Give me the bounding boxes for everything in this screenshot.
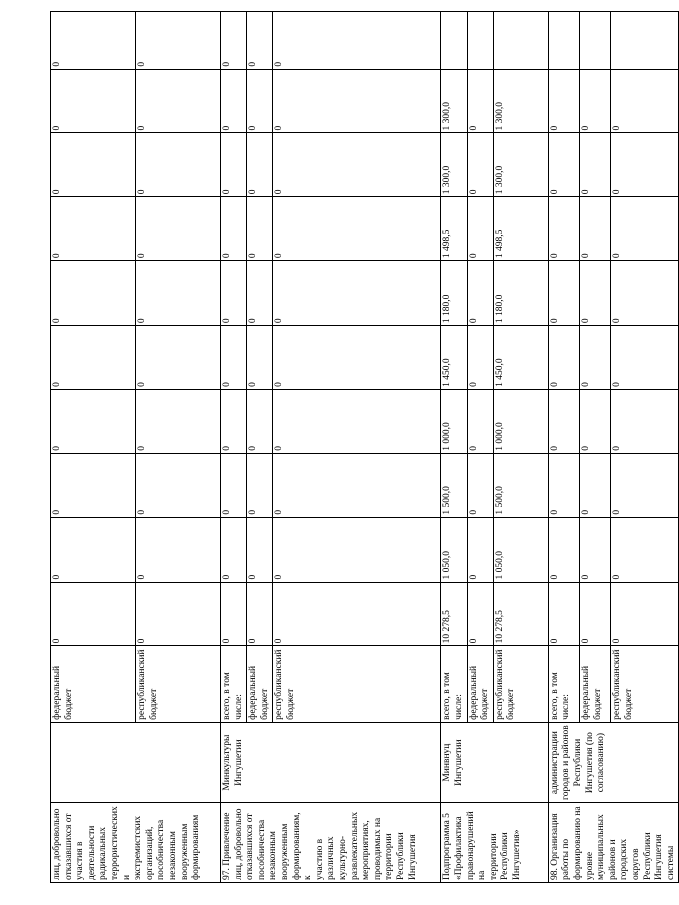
activity-line: 98. Организация bbox=[549, 813, 560, 880]
activity-line: Ингушетия системы bbox=[654, 834, 676, 880]
activity-line: формированиям, к bbox=[291, 812, 314, 880]
amount-cell: 0 bbox=[467, 326, 493, 390]
table-row bbox=[441, 12, 467, 883]
amount-cell: 0 bbox=[273, 261, 441, 326]
amount-cell: 1 050,0 bbox=[441, 517, 467, 582]
amount-cell: 0 bbox=[136, 133, 221, 197]
funding-source-cell: всего, в том числе: bbox=[441, 646, 467, 722]
amount-cell: 1 050,0 bbox=[493, 517, 548, 582]
amount-cell: 0 bbox=[273, 326, 441, 390]
amount-cell: 0 bbox=[580, 389, 611, 453]
amount-cell: 0 bbox=[548, 69, 579, 133]
amount-cell: 1 450,0 bbox=[493, 326, 548, 390]
activity-line: правонарушений на bbox=[465, 811, 488, 880]
amount-cell: 0 bbox=[611, 69, 679, 133]
activity-line: Республики bbox=[642, 832, 653, 880]
activity-line: Ингушетия» bbox=[511, 829, 522, 880]
amount-cell: 0 bbox=[548, 326, 579, 390]
activity-line: формированию на bbox=[572, 806, 583, 880]
amount-cell: 0 bbox=[51, 517, 136, 582]
amount-cell bbox=[467, 12, 493, 70]
activity-line: вооруженным bbox=[179, 823, 190, 880]
activity-line: лиц, добровольно bbox=[52, 808, 62, 880]
amount-cell bbox=[580, 12, 611, 70]
amount-cell: 0 bbox=[548, 453, 579, 517]
amount-cell: 0 bbox=[136, 261, 221, 326]
amount-cell: 0 bbox=[580, 453, 611, 517]
amount-cell: 0 bbox=[136, 69, 221, 133]
amount-cell: 0 bbox=[611, 582, 679, 646]
amount-cell bbox=[441, 12, 467, 70]
amount-cell: 0 bbox=[548, 261, 579, 326]
executor-cell: Минвнуц Ингушетии bbox=[441, 722, 548, 803]
amount-cell: 0 bbox=[247, 261, 273, 326]
amount-cell bbox=[493, 12, 548, 70]
amount-cell: 0 bbox=[221, 69, 247, 133]
amount-cell: 0 bbox=[51, 197, 136, 261]
amount-cell: 0 bbox=[247, 517, 273, 582]
amount-cell: 0 bbox=[51, 326, 136, 390]
amount-cell: 0 bbox=[247, 389, 273, 453]
activity-line: участию в bbox=[314, 838, 325, 880]
amount-cell: 0 bbox=[548, 517, 579, 582]
amount-cell: 0 bbox=[51, 133, 136, 197]
amount-cell: 0 bbox=[136, 582, 221, 646]
funding-source-cell: республиканский бюджет bbox=[611, 646, 679, 722]
amount-cell: 0 bbox=[247, 326, 273, 390]
amount-cell bbox=[548, 12, 579, 70]
amount-cell: 0 bbox=[273, 12, 441, 70]
amount-cell: 0 bbox=[580, 197, 611, 261]
amount-cell: 0 bbox=[273, 197, 441, 261]
amount-cell: 1 300,0 bbox=[493, 133, 548, 197]
executor-cell bbox=[51, 722, 221, 803]
activity-line: вооруженным bbox=[279, 823, 290, 880]
activity-line: 97. Привлечение bbox=[222, 812, 232, 880]
amount-cell: 0 bbox=[221, 517, 247, 582]
activity-line: муниципальных bbox=[596, 814, 607, 880]
activity-line: Ингушетия bbox=[407, 834, 418, 880]
amount-cell: 0 bbox=[467, 517, 493, 582]
amount-cell: 0 bbox=[221, 261, 247, 326]
activity-line: террористических и bbox=[109, 806, 132, 880]
amount-cell: 0 bbox=[467, 133, 493, 197]
amount-cell: 0 bbox=[221, 197, 247, 261]
amount-cell: 0 bbox=[611, 197, 679, 261]
table-row bbox=[221, 12, 247, 883]
amount-cell: 1 000,0 bbox=[493, 389, 548, 453]
amount-cell: 0 bbox=[611, 389, 679, 453]
table-row bbox=[51, 12, 136, 883]
funding-source-cell: федеральный бюджет bbox=[467, 646, 493, 722]
amount-cell: 0 bbox=[51, 69, 136, 133]
activity-line: территории bbox=[384, 833, 395, 880]
amount-cell: 0 bbox=[247, 197, 273, 261]
amount-cell: 0 bbox=[467, 389, 493, 453]
amount-cell: 0 bbox=[247, 69, 273, 133]
amount-cell: 0 bbox=[611, 517, 679, 582]
activity-line: незаконным bbox=[167, 831, 178, 880]
activity-line: организаций, bbox=[144, 826, 155, 880]
activity-line: Республики bbox=[500, 832, 511, 880]
amount-cell: 0 bbox=[548, 389, 579, 453]
amount-cell: 1 180,0 bbox=[441, 261, 467, 326]
amount-cell: 1 500,0 bbox=[493, 453, 548, 517]
program-funding-table bbox=[50, 11, 679, 883]
activity-cell bbox=[51, 803, 221, 883]
amount-cell: 0 bbox=[51, 261, 136, 326]
amount-cell: 0 bbox=[273, 582, 441, 646]
activity-line: незаконным bbox=[268, 831, 279, 880]
amount-cell: 0 bbox=[221, 389, 247, 453]
activity-line: территории bbox=[488, 833, 499, 880]
amount-cell: 0 bbox=[247, 453, 273, 517]
amount-cell: 0 bbox=[467, 453, 493, 517]
executor-cell: администрации городов и районов Республики Ингушетия (по согласованию) bbox=[548, 722, 679, 803]
amount-cell: 0 bbox=[611, 133, 679, 197]
activity-line: городских округов bbox=[619, 838, 641, 880]
funding-source-cell: федеральный бюджет bbox=[247, 646, 273, 722]
amount-cell: 0 bbox=[273, 389, 441, 453]
activity-line: отказавшихся от bbox=[245, 813, 256, 880]
activity-line: радикальных bbox=[98, 827, 109, 880]
amount-cell: 0 bbox=[273, 69, 441, 133]
activity-line: районов и bbox=[607, 839, 618, 880]
table-row bbox=[548, 12, 579, 883]
amount-cell: 0 bbox=[580, 517, 611, 582]
activity-line: Республики bbox=[395, 832, 406, 880]
funding-source-cell: всего, в том числе: bbox=[548, 646, 579, 722]
amount-cell: 0 bbox=[51, 389, 136, 453]
activity-line: проводимых на bbox=[372, 817, 383, 880]
amount-cell: 1 498,5 bbox=[493, 197, 548, 261]
amount-cell: 0 bbox=[51, 453, 136, 517]
amount-cell: 0 bbox=[136, 517, 221, 582]
amount-cell: 0 bbox=[136, 453, 221, 517]
funding-source-cell: федеральный бюджет bbox=[51, 646, 136, 722]
amount-cell: 0 bbox=[247, 133, 273, 197]
amount-cell: 0 bbox=[221, 133, 247, 197]
activity-line: экстремистских bbox=[133, 815, 144, 880]
amount-cell: 0 bbox=[273, 453, 441, 517]
amount-cell: 0 bbox=[548, 582, 579, 646]
amount-cell: 1 300,0 bbox=[493, 69, 548, 133]
amount-cell: 0 bbox=[548, 133, 579, 197]
amount-cell: 10 278,5 bbox=[441, 582, 467, 646]
activity-cell bbox=[441, 803, 548, 883]
activity-line: различных bbox=[326, 836, 337, 880]
funding-source-cell: федеральный бюджет bbox=[580, 646, 611, 722]
amount-cell: 0 bbox=[580, 133, 611, 197]
activity-line: «Профилактика bbox=[453, 816, 464, 880]
funding-source-cell: всего, в том числе: bbox=[221, 646, 247, 722]
amount-cell: 10 278,5 bbox=[493, 582, 548, 646]
funding-source-cell: республиканский бюджет bbox=[493, 646, 548, 722]
amount-cell: 0 bbox=[247, 582, 273, 646]
amount-cell: 0 bbox=[467, 582, 493, 646]
activity-line: Подпрограмма 5 bbox=[442, 813, 453, 880]
amount-cell: 0 bbox=[136, 197, 221, 261]
amount-cell: 0 bbox=[611, 261, 679, 326]
amount-cell: 0 bbox=[611, 453, 679, 517]
amount-cell: 1 000,0 bbox=[441, 389, 467, 453]
activity-line: деятельности bbox=[86, 825, 97, 880]
activity-line: формированиям bbox=[191, 814, 202, 880]
amount-cell: 0 bbox=[611, 326, 679, 390]
activity-line: пособничества bbox=[156, 819, 167, 880]
activity-line: работы по bbox=[561, 838, 572, 880]
activity-line: культурно- bbox=[337, 835, 348, 880]
amount-cell: 1 300,0 bbox=[441, 69, 467, 133]
amount-cell: 1 180,0 bbox=[493, 261, 548, 326]
amount-cell: 0 bbox=[580, 326, 611, 390]
amount-cell: 0 bbox=[51, 12, 136, 70]
executor-cell: Минкультуры Ингушетии bbox=[221, 722, 441, 803]
amount-cell: 0 bbox=[273, 133, 441, 197]
activity-line: развлекательных bbox=[349, 811, 360, 880]
amount-cell: 0 bbox=[467, 69, 493, 133]
amount-cell: 1 300,0 bbox=[441, 133, 467, 197]
activity-line: лиц, добровольно bbox=[233, 808, 244, 880]
amount-cell: 0 bbox=[580, 582, 611, 646]
amount-cell: 0 bbox=[221, 326, 247, 390]
amount-cell: 0 bbox=[273, 517, 441, 582]
activity-line: мероприятиях, bbox=[361, 820, 372, 880]
amount-cell: 0 bbox=[467, 261, 493, 326]
amount-cell: 1 498,5 bbox=[441, 197, 467, 261]
amount-cell: 0 bbox=[51, 582, 136, 646]
funding-source-cell: республиканский бюджет bbox=[136, 646, 221, 722]
amount-cell: 0 bbox=[221, 582, 247, 646]
amount-cell: 0 bbox=[580, 261, 611, 326]
amount-cell: 0 bbox=[221, 453, 247, 517]
amount-cell: 0 bbox=[247, 12, 273, 70]
amount-cell: 1 450,0 bbox=[441, 326, 467, 390]
amount-cell: 0 bbox=[136, 12, 221, 70]
activity-cell bbox=[548, 803, 679, 883]
amount-cell bbox=[611, 12, 679, 70]
activity-line: пособничества bbox=[256, 819, 267, 880]
amount-cell: 0 bbox=[548, 197, 579, 261]
activity-line: участия в bbox=[75, 841, 86, 880]
funding-source-cell: республиканский бюджет bbox=[273, 646, 441, 722]
amount-cell: 0 bbox=[136, 389, 221, 453]
amount-cell: 0 bbox=[221, 12, 247, 70]
amount-cell: 0 bbox=[467, 197, 493, 261]
amount-cell: 1 500,0 bbox=[441, 453, 467, 517]
amount-cell: 0 bbox=[136, 326, 221, 390]
activity-line: отказавшихся от bbox=[63, 813, 74, 880]
amount-cell: 0 bbox=[580, 69, 611, 133]
activity-line: уровне bbox=[584, 851, 595, 880]
activity-cell bbox=[221, 803, 441, 883]
